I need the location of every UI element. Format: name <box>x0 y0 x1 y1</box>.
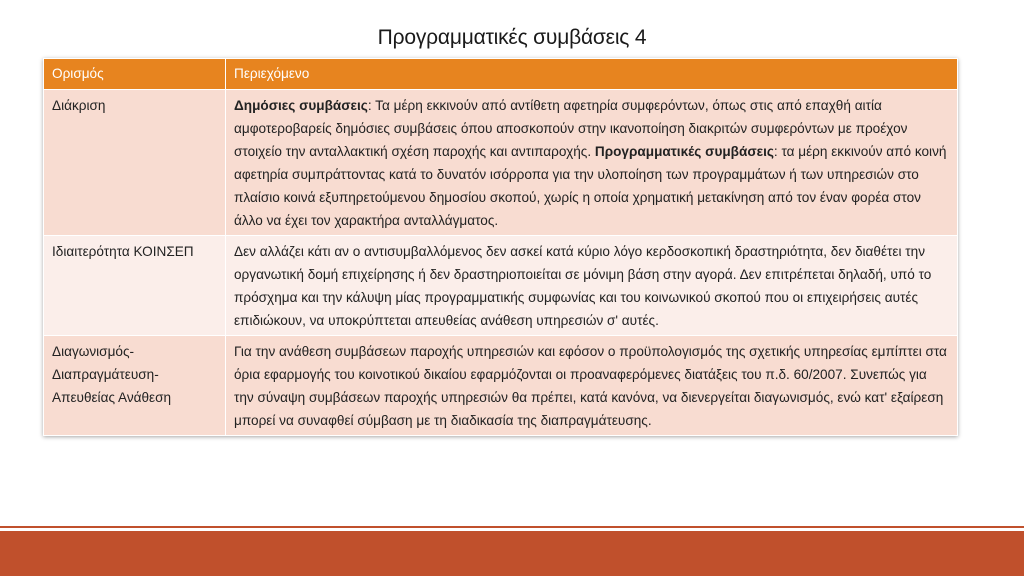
table-row <box>44 336 958 436</box>
footer-bar <box>0 531 1024 576</box>
table-header-row <box>44 59 958 90</box>
row-term: Ιδιαιτερότητα ΚΟΙΝΣΕΠ <box>44 236 226 336</box>
table-row <box>44 90 958 236</box>
content-text: : Τα μέρη εκκινούν από αντίθετη αφετηρία συμφερόντων, όπως στις από επαχθή αιτία αμφοτεροβαρείς δημόσιες συμβάσεις όπου αποσκοπούν στην ικανοποίηση διακριτών συμφερόντων με προέχον στοιχείο την ανταλλακτική σχέση παροχής και αντιπαροχής. <box>234 98 908 159</box>
row-term: Διαγωνισμός-Διαπραγμάτευση-Απευθείας Ανάθεση <box>44 336 226 436</box>
content-text: : τα μέρη εκκινούν από κοινή αφετηρία συμπράττοντας κατά το δυνατόν ισόρροπα για την υλοποίηση των προγραμμάτων ή των υπηρεσιών στο πλαίσιο κοινά εξυπηρετούμενου δημοσίου σκοπού, χωρίς η οποία χρηματική μετακίνηση από τον έναν φορέα στον άλλο να έχει τον χαρακτήρα ανταλλάγματος. <box>234 144 947 228</box>
definitions-table <box>43 58 958 436</box>
footer-divider <box>0 526 1024 528</box>
row-term: Διάκριση <box>44 90 226 236</box>
row-content <box>226 90 958 236</box>
header-term: Ορισμός <box>44 59 226 90</box>
header-content: Περιεχόμενο <box>226 59 958 90</box>
row-content: Δεν αλλάζει κάτι αν ο αντισυμβαλλόμενος δεν ασκεί κατά κύριο λόγο κερδοσκοπική δραστηριότητα, δεν διαθέτει την οργανωτική δομή επιχείρησης ή δεν δραστηριοποιείται σε μόνιμη βάση στην αγορά. Δεν επιτρέπεται δηλαδή, υπό το πρόσχημα και την κάλυψη μίας προγραμματικής συμφωνίας και του κοινωνικού σκοπού που οι επιχειρήσεις αυτές επιδιώκουν, να υποκρύπτεται απευθείας ανάθεση υπηρεσιών σ' αυτές. <box>226 236 958 336</box>
row-content: Για την ανάθεση συμβάσεων παροχής υπηρεσιών και εφόσον ο προϋπολογισμός της σχετικής υπηρεσίας εμπίπτει στα όρια εφαρμογής του κοινοτικού δικαίου εφαρμόζονται οι προαναφερόμενες διατάξεις του π.δ. 60/2007. Συνεπώς για την σύναψη συμβάσεων παροχής υπηρεσιών θα πρέπει, κατά κανόνα, να διενεργείται διαγωνισμός, ενώ κατ' εξαίρεση μπορεί να συναφθεί σύμβαση με τη διαδικασία της διαπραγμάτευσης. <box>226 336 958 436</box>
table-row <box>44 236 958 336</box>
bold-phrase: Δημόσιες συμβάσεις <box>234 98 368 113</box>
slide-title: Προγραμματικές συμβάσεις 4 <box>377 26 647 49</box>
bold-phrase: Προγραμματικές συμβάσεις <box>594 144 774 159</box>
